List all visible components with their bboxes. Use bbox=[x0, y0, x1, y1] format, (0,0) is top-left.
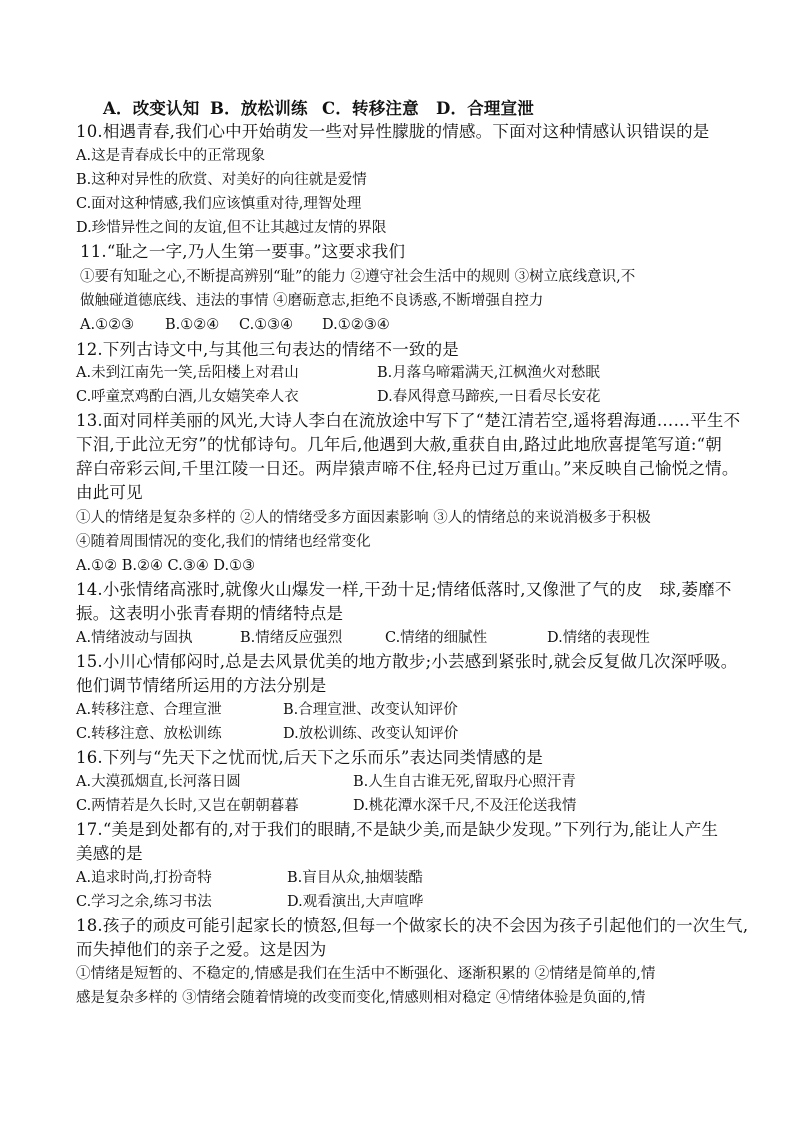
q12-option-b: B.月落乌啼霜满天,江枫渔火对愁眠 bbox=[377, 365, 600, 381]
q16-option-d: D.桃花潭水深千尺,不及汪伦送我情 bbox=[353, 798, 577, 814]
q17-stem-line: 美感的是 bbox=[76, 844, 143, 863]
q10-option-d: D.珍惜异性之间的友谊,但不让其越过友情的界限 bbox=[76, 220, 387, 236]
q14-option-c: C.情绪的细腻性 bbox=[385, 630, 488, 646]
q15-option-b: B.合理宣泄、改变认知评价 bbox=[283, 702, 458, 718]
q15-stem-line: 15.小川心情郁闷时,总是去风景优美的地方散步;小芸感到紧张时,就会反复做几次深呼吸。 bbox=[76, 652, 738, 671]
q18-statement-line: 感是复杂多样的 ③情绪会随着情境的改变而变化,情感则相对稳定 ④情绪体验是负面的,情 bbox=[76, 990, 646, 1006]
q14-stem-line: 14.小张情绪高涨时,就像火山爆发一样,干劲十足;情绪低落时,又像泄了气的皮 球,萎靡不 bbox=[76, 580, 732, 599]
q17-stem-line: 17.“美是到处都有的,对于我们的眼睛,不是缺少美,而是缺少发现。”下列行为,能让人产生 bbox=[76, 820, 719, 839]
q11-option-d: D.①②③④ bbox=[322, 317, 390, 333]
q17-option-c: C.学习之余,练习书法 bbox=[76, 894, 212, 910]
q17-option-d: D.观看演出,大声喧哗 bbox=[287, 894, 424, 910]
q11-option-b: B.①②④ bbox=[165, 317, 220, 333]
q14-stem-line: 振。这表明小张青春期的情绪特点是 bbox=[76, 604, 344, 623]
q17-option-b: B.盲目从众,抽烟装酷 bbox=[287, 870, 423, 886]
q10-option-b: B.这种对异性的欣赏、对美好的向往就是爱情 bbox=[76, 172, 367, 188]
q11-statement-line: ①要有知耻之心,不断提高辨别“耻”的能力 ②遵守社会生活中的规则 ③树立底线意识,不 bbox=[80, 269, 636, 285]
q14-option-b: B.情绪反应强烈 bbox=[240, 630, 343, 646]
q9-option-c: C．转移注意 bbox=[322, 99, 419, 118]
q13-options: A.①② B.②④ C.③④ D.①③ bbox=[76, 558, 256, 574]
q17-option-a: A.追求时尚,打扮奇特 bbox=[76, 870, 212, 886]
q18-stem-line: 18.孩子的顽皮可能引起家长的愤怒,但每一个做家长的决不会因为孩子引起他们的一次生气, bbox=[76, 916, 749, 935]
q10-option-a: A.这是青春成长中的正常现象 bbox=[76, 148, 266, 164]
q16-option-c: C.两情若是久长时,又岂在朝朝暮暮 bbox=[76, 798, 299, 814]
q12-option-c: C.呼童烹鸡酌白酒,儿女嬉笑牵人衣 bbox=[76, 389, 299, 405]
q11-stem: 11.“耻之一字,乃人生第一要事。”这要求我们 bbox=[80, 242, 406, 261]
q13-statement-line: ①人的情绪是复杂多样的 ②人的情绪受多方面因素影响 ③人的情绪总的来说消极多于积极 bbox=[76, 510, 651, 526]
q15-option-d: D.放松训练、改变认知评价 bbox=[283, 726, 459, 742]
q10-stem: 10.相遇青春,我们心中开始萌发一些对异性朦胧的情感。下面对这种情感认识错误的是 bbox=[76, 122, 710, 141]
q14-option-a: A.情绪波动与固执 bbox=[76, 630, 193, 646]
q13-stem-line: 下泪,于此泣无穷”的忧郁诗句。几年后,他遇到大赦,重获自由,路过此地欣喜提笔写道:“朝 bbox=[76, 435, 723, 454]
q18-stem-line: 而失掉他们的亲子之爱。这是因为 bbox=[76, 940, 327, 959]
q11-statement-line: 做触碰道德底线、违法的事情 ④磨砺意志,拒绝不良诱惑,不断增强自控力 bbox=[80, 293, 544, 309]
q12-option-d: D.春风得意马蹄疾,一日看尽长安花 bbox=[377, 389, 601, 405]
q18-statement-line: ①情绪是短暂的、不稳定的,情感是我们在生活中不断强化、逐渐积累的 ②情绪是简单的,情 bbox=[76, 966, 656, 982]
q14-option-d: D.情绪的表现性 bbox=[547, 630, 650, 646]
q16-option-b: B.人生自古谁无死,留取丹心照汗青 bbox=[353, 774, 576, 790]
q9-option-d: D．合理宣泄 bbox=[436, 99, 535, 118]
q13-stem-line: 13.面对同样美丽的风光,大诗人李白在流放途中写下了“楚江清若空,遥将碧海通……平生不 bbox=[76, 411, 741, 430]
q13-statement-line: ④随着周围情况的变化,我们的情绪也经常变化 bbox=[76, 534, 371, 550]
q15-stem-line: 他们调节情绪所运用的方法分别是 bbox=[76, 676, 327, 695]
q11-option-c: C.①③④ bbox=[239, 317, 294, 333]
q15-option-a: A.转移注意、合理宣泄 bbox=[76, 702, 222, 718]
q9-option-a: A．改变认知 bbox=[103, 99, 200, 118]
q11-option-a: A.①②③ bbox=[80, 317, 135, 333]
q10-option-c: C.面对这种情感,我们应该慎重对待,理智处理 bbox=[76, 196, 362, 212]
q16-stem: 16.下列与“先天下之忧而忧,后天下之乐而乐”表达同类情感的是 bbox=[76, 748, 544, 767]
q15-option-c: C.转移注意、放松训练 bbox=[76, 726, 222, 742]
q9-option-b: B．放松训练 bbox=[210, 99, 308, 118]
q16-option-a: A.大漠孤烟直,长河落日圆 bbox=[76, 774, 241, 790]
q13-stem-line: 辞白帝彩云间,千里江陵一日还。两岸猿声啼不住,轻舟已过万重山。”来反映自己愉悦之情。 bbox=[76, 459, 739, 478]
q12-option-a: A.未到江南先一笑,岳阳楼上对君山 bbox=[76, 365, 299, 381]
q13-stem-line: 由此可见 bbox=[76, 483, 143, 502]
q12-stem: 12.下列古诗文中,与其他三句表达的情绪不一致的是 bbox=[76, 340, 459, 359]
